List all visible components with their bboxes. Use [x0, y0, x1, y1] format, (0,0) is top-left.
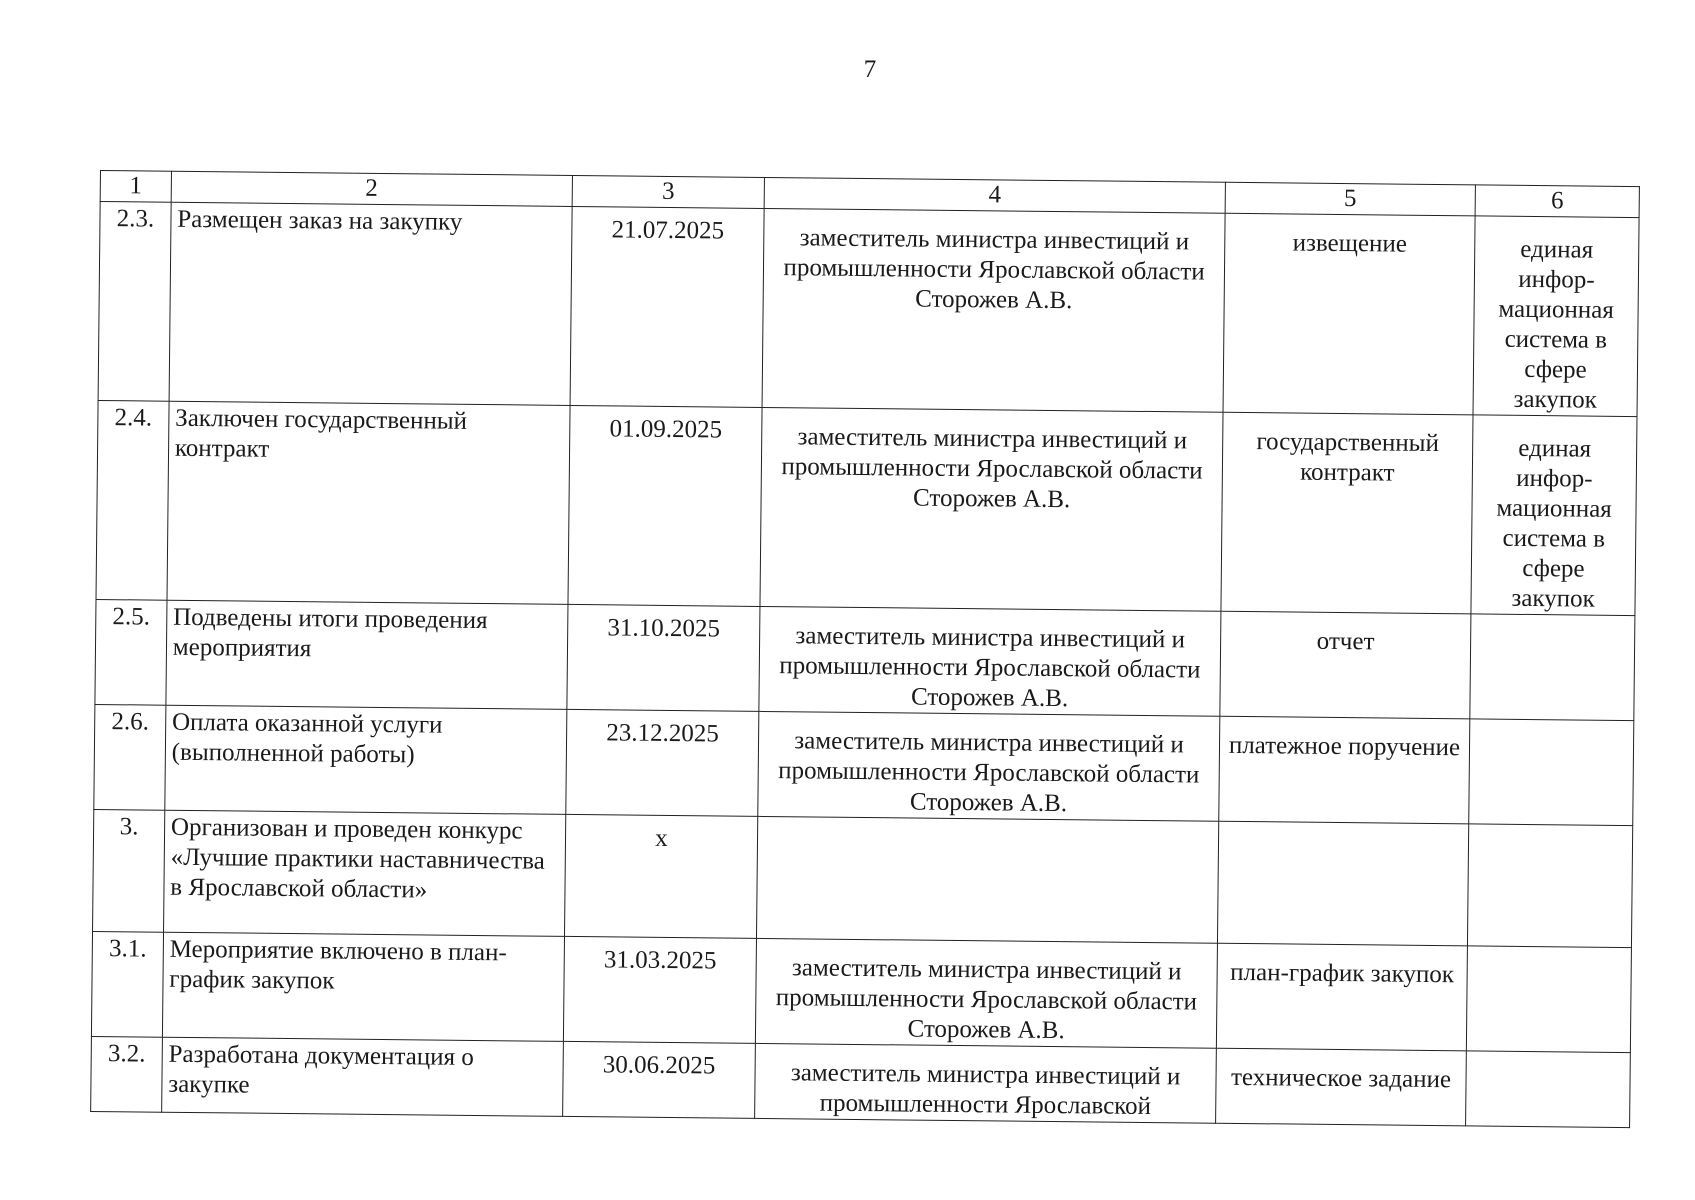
table-row — [95, 599, 1635, 720]
document-cell: план-график закупок — [1216, 943, 1467, 1051]
row-number: 2.5. — [95, 599, 167, 705]
header-col-2: 2 — [171, 171, 572, 206]
row-number: 2.3. — [98, 202, 171, 402]
table-row — [96, 400, 1637, 615]
responsible-cell: заместитель министра инвестиций и промышленности Ярославской — [755, 1043, 1216, 1123]
date-cell: 30.06.2025 — [562, 1041, 755, 1118]
header-col-4: 4 — [764, 177, 1225, 213]
row-number: 3.2. — [91, 1036, 163, 1112]
row-number: 2.4. — [96, 400, 169, 600]
header-col-5: 5 — [1225, 182, 1476, 216]
page-number: 7 — [863, 56, 877, 83]
document-cell: извещение — [1223, 213, 1475, 415]
header-col-1: 1 — [100, 171, 171, 203]
plan-table — [90, 170, 1640, 1128]
date-cell: х — [564, 814, 758, 938]
document-cell: платежное поручение — [1219, 716, 1470, 824]
row-number: 3. — [93, 809, 165, 932]
responsible-cell: заместитель министра инвестиций и промышленности Ярославской области Сторожев А.В. — [756, 938, 1218, 1048]
responsible-cell: заместитель министра инвестиций и промышленности Ярославской области Сторожев А.В. — [760, 407, 1223, 611]
system-cell — [1470, 614, 1635, 721]
event-cell: Разработана документация о закупке — [161, 1037, 563, 1116]
event-cell: Организован и проведен конкурс «Лучшие практики наставничества в Ярославской области» — [163, 810, 565, 936]
system-cell: единая инфор-мационная система в сфере закупок — [1473, 216, 1639, 417]
system-cell: единая инфор-мационная система в сфере закупок — [1471, 415, 1637, 616]
document-cell — [1217, 821, 1468, 946]
responsible-cell: заместитель министра инвестиций и промышленности Ярославской области Сторожев А.В. — [758, 711, 1220, 821]
table-row — [91, 931, 1631, 1052]
table-row — [94, 704, 1634, 825]
row-number: 2.6. — [94, 704, 166, 810]
event-cell: Заключен государственный контракт — [167, 401, 570, 604]
event-cell: Подведены итоги проведения мероприятия — [166, 600, 568, 709]
system-cell — [1469, 719, 1634, 826]
event-cell: Размещен заказ на закупку — [169, 202, 572, 405]
responsible-cell — [757, 816, 1219, 943]
system-cell — [1466, 946, 1631, 1053]
date-cell: 31.03.2025 — [563, 936, 757, 1043]
date-cell: 21.07.2025 — [570, 206, 765, 407]
header-col-3: 3 — [572, 175, 765, 208]
table-row — [91, 1036, 1631, 1127]
responsible-cell: заместитель министра инвестиций и промышленности Ярославской области Сторожев А.В. — [762, 208, 1225, 412]
date-cell: 23.12.2025 — [565, 709, 759, 816]
event-cell: Оплата оказанной услуги (выполненной работы) — [165, 705, 567, 814]
event-cell: Мероприятие включено в план-график закупок — [162, 932, 564, 1041]
responsible-cell: заместитель министра инвестиций и промышленности Ярославской области Сторожев А.В. — [759, 606, 1221, 716]
plan-table-sheet — [90, 170, 1640, 1128]
system-cell — [1468, 824, 1633, 948]
system-cell — [1466, 1051, 1631, 1128]
document-cell: отчет — [1220, 611, 1471, 719]
date-cell: 31.10.2025 — [567, 604, 761, 711]
header-col-6: 6 — [1475, 185, 1639, 218]
document-cell: государственный контракт — [1221, 412, 1473, 614]
table-row — [98, 202, 1639, 417]
row-number: 3.1. — [91, 931, 163, 1037]
table-row — [93, 809, 1633, 947]
date-cell: 01.09.2025 — [568, 405, 763, 606]
document-cell: техническое задание — [1215, 1048, 1466, 1126]
